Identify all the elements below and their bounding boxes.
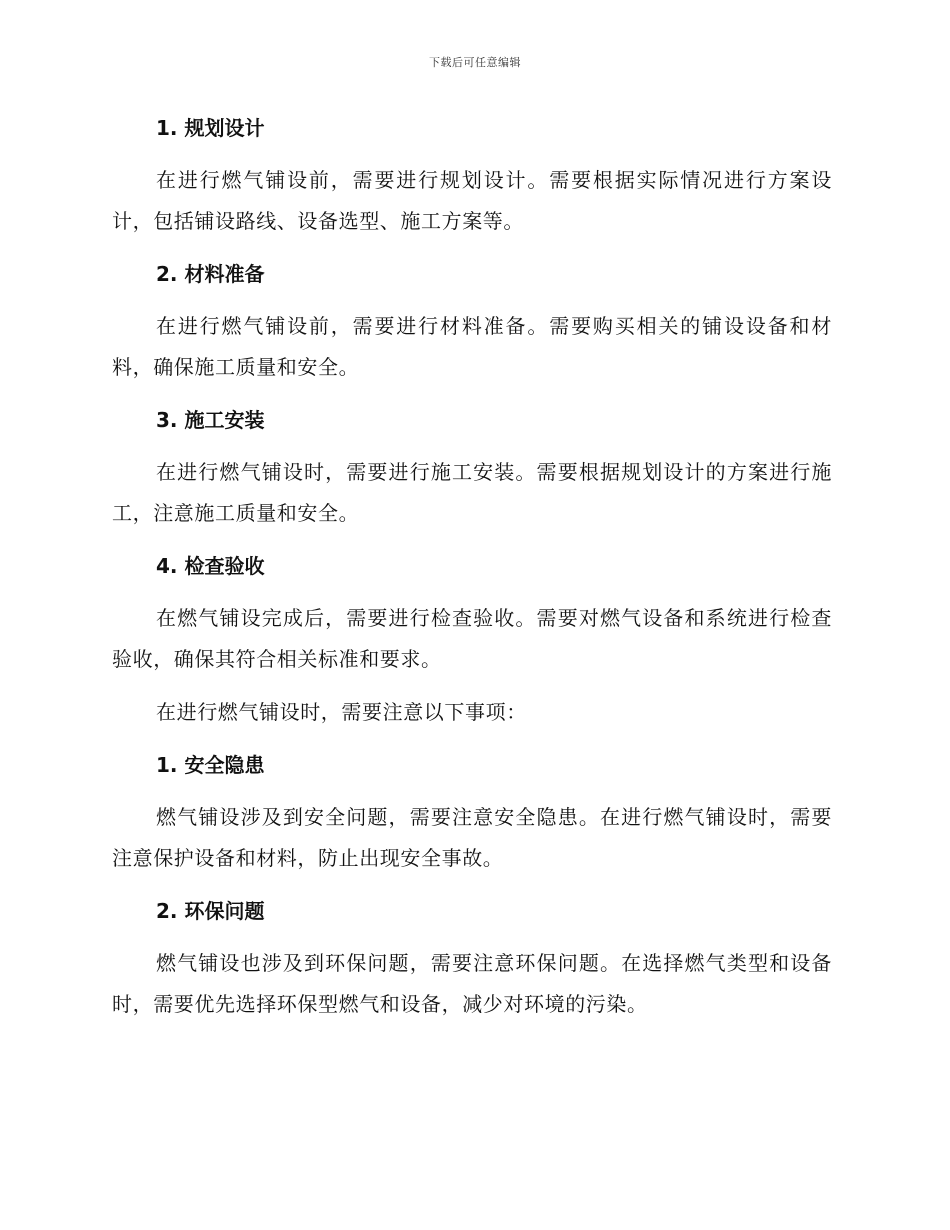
section-heading-installation: 3. 施工安装: [156, 408, 265, 432]
paragraph-inspection: 在燃气铺设完成后，需要进行检查验收。需要对燃气设备和系统进行检查验收，确保其符合相关标准和要求。: [112, 606, 832, 671]
document-body: [112, 108, 832, 1037]
paragraph-environment: 燃气铺设也涉及到环保问题，需要注意环保问题。在选择燃气类型和设备时，需要优先选择环保型燃气和设备，减少对环境的污染。: [112, 951, 832, 1016]
paragraph-installation: 在进行燃气铺设时，需要进行施工安装。需要根据规划设计的方案进行施工，注意施工质量和安全。: [112, 460, 832, 525]
paragraph-planning: 在进行燃气铺设前，需要进行规划设计。需要根据实际情况进行方案设计，包括铺设路线、设备选型、施工方案等。: [112, 168, 832, 233]
paragraph-safety: 燃气铺设涉及到安全问题，需要注意安全隐患。在进行燃气铺设时，需要注意保护设备和材料，防止出现安全事故。: [112, 805, 832, 870]
page-header: 下载后可任意编辑: [429, 56, 521, 69]
paragraph-notes-intro: 在进行燃气铺设时，需要注意以下事项：: [156, 700, 527, 724]
section-heading-materials: 2. 材料准备: [156, 262, 265, 286]
section-heading-inspection: 4. 检查验收: [156, 554, 265, 578]
section-heading-environment: 2. 环保问题: [156, 899, 265, 923]
section-heading-safety: 1. 安全隐患: [156, 753, 265, 777]
paragraph-materials: 在进行燃气铺设前，需要进行材料准备。需要购买相关的铺设设备和材料，确保施工质量和安全。: [112, 314, 832, 379]
section-heading-planning: 1. 规划设计: [156, 116, 265, 140]
